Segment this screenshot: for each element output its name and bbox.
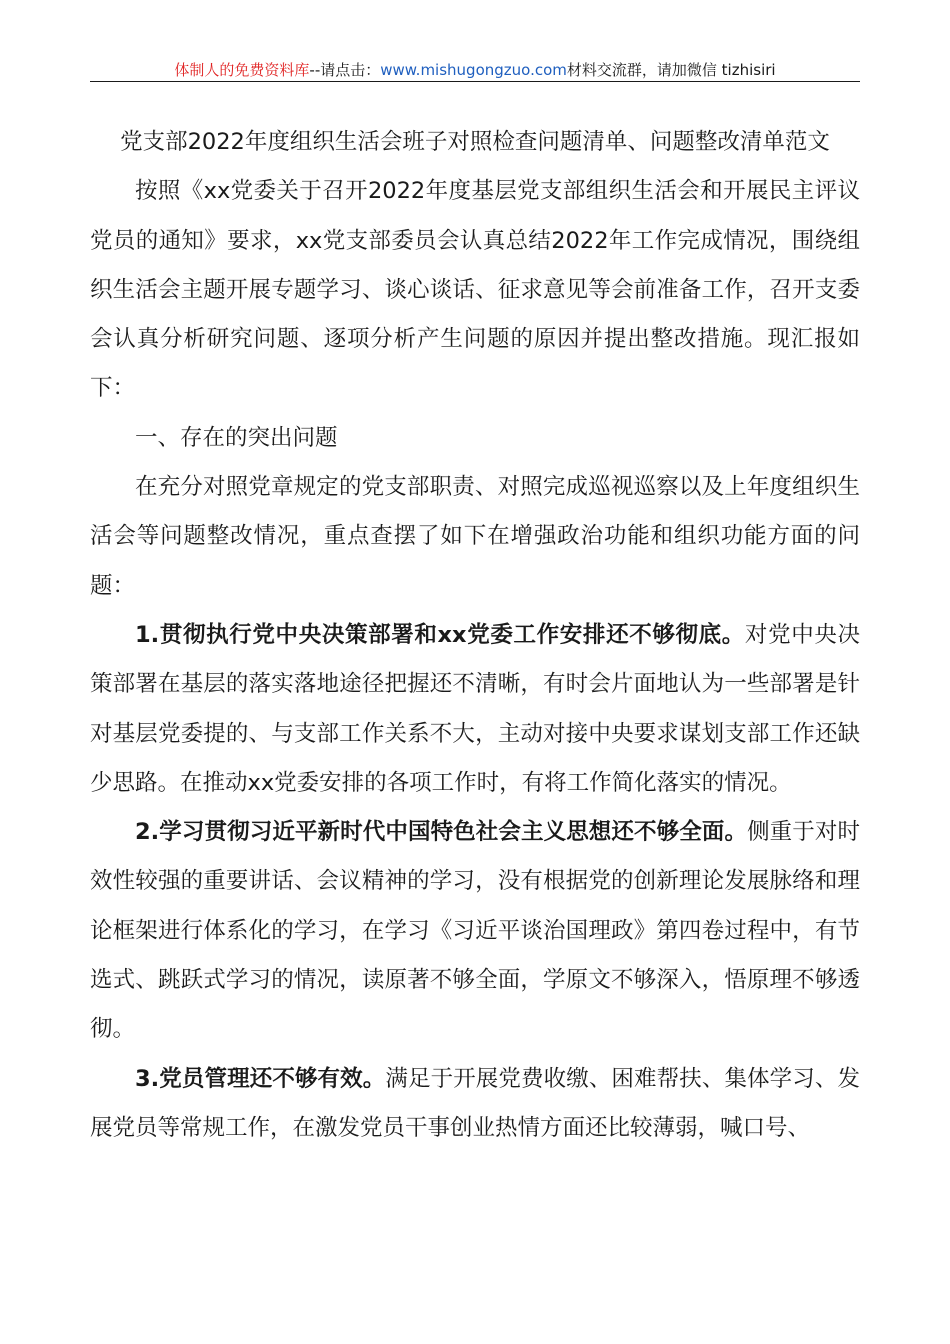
intro-paragraph: 按照《xx党委关于召开2022年度基层党支部组织生活会和开展民主评议党员的通知》要求，xx党支部委员会认真总结2022年工作完成情况，围绕组织生活会主题开展专题学习、谈心谈话、征求意见等会前准备工作，召开支委会认真分析研究问题、逐项分析产生问题的原因并提出整改措施。现汇报如下：	[90, 178, 860, 402]
header-contact-text: 材料交流群，请加微信 tizhisiri	[566, 61, 776, 79]
issue-item-3-lead: 3.党员管理还不够有效。	[135, 1065, 386, 1092]
issue-item-1-lead: 1.贯彻执行党中央决策部署和xx党委工作安排还不够彻底。	[135, 621, 745, 648]
header-url-link[interactable]: www.mishugongzuo.com	[380, 61, 567, 79]
issue-item-3	[90, 1055, 860, 1154]
issue-item-1-body: 对党中央决策部署在基层的落实落地途径把握还不清晰，有时会片面地认为一些部署是针对基层党委提的、与支部工作关系不大，主动对接中央要求谋划支部工作还缺少思路。在推动xx党委安排的各项工作时，有将工作简化落实的情况。	[90, 621, 860, 796]
issue-item-2-body: 侧重于对时效性较强的重要讲话、会议精神的学习，没有根据党的创新理论发展脉络和理论框架进行体系化的学习，在学习《习近平谈治国理政》第四卷过程中，有节选式、跳跃式学习的情况，读原著不够全面，学原文不够深入，悟原理不够透彻。	[90, 819, 860, 1043]
issue-item-2-lead: 2.学习贯彻习近平新时代中国特色社会主义思想还不够全面。	[135, 819, 748, 846]
issue-item-2	[90, 808, 860, 1054]
header-divider	[90, 81, 860, 82]
page-header	[90, 58, 860, 82]
header-prompt: --请点击：	[309, 61, 381, 79]
document-body	[90, 118, 860, 1153]
issue-item-3-body: 满足于开展党费收缴、困难帮扶、集体学习、发展党员等常规工作，在激发党员干事创业热情方面还比较薄弱，喊口号、	[90, 1065, 860, 1141]
header-library-label: 体制人的免费资料库	[174, 61, 310, 79]
document-title: 党支部2022年度组织生活会班子对照检查问题清单、问题整改清单范文	[120, 129, 830, 155]
section-heading: 一、存在的突出问题	[135, 424, 338, 451]
issue-item-1	[90, 611, 860, 808]
section-intro-paragraph: 在充分对照党章规定的党支部职责、对照完成巡视巡察以及上年度组织生活会等问题整改情况，重点查摆了如下在增强政治功能和组织功能方面的问题：	[90, 474, 860, 599]
